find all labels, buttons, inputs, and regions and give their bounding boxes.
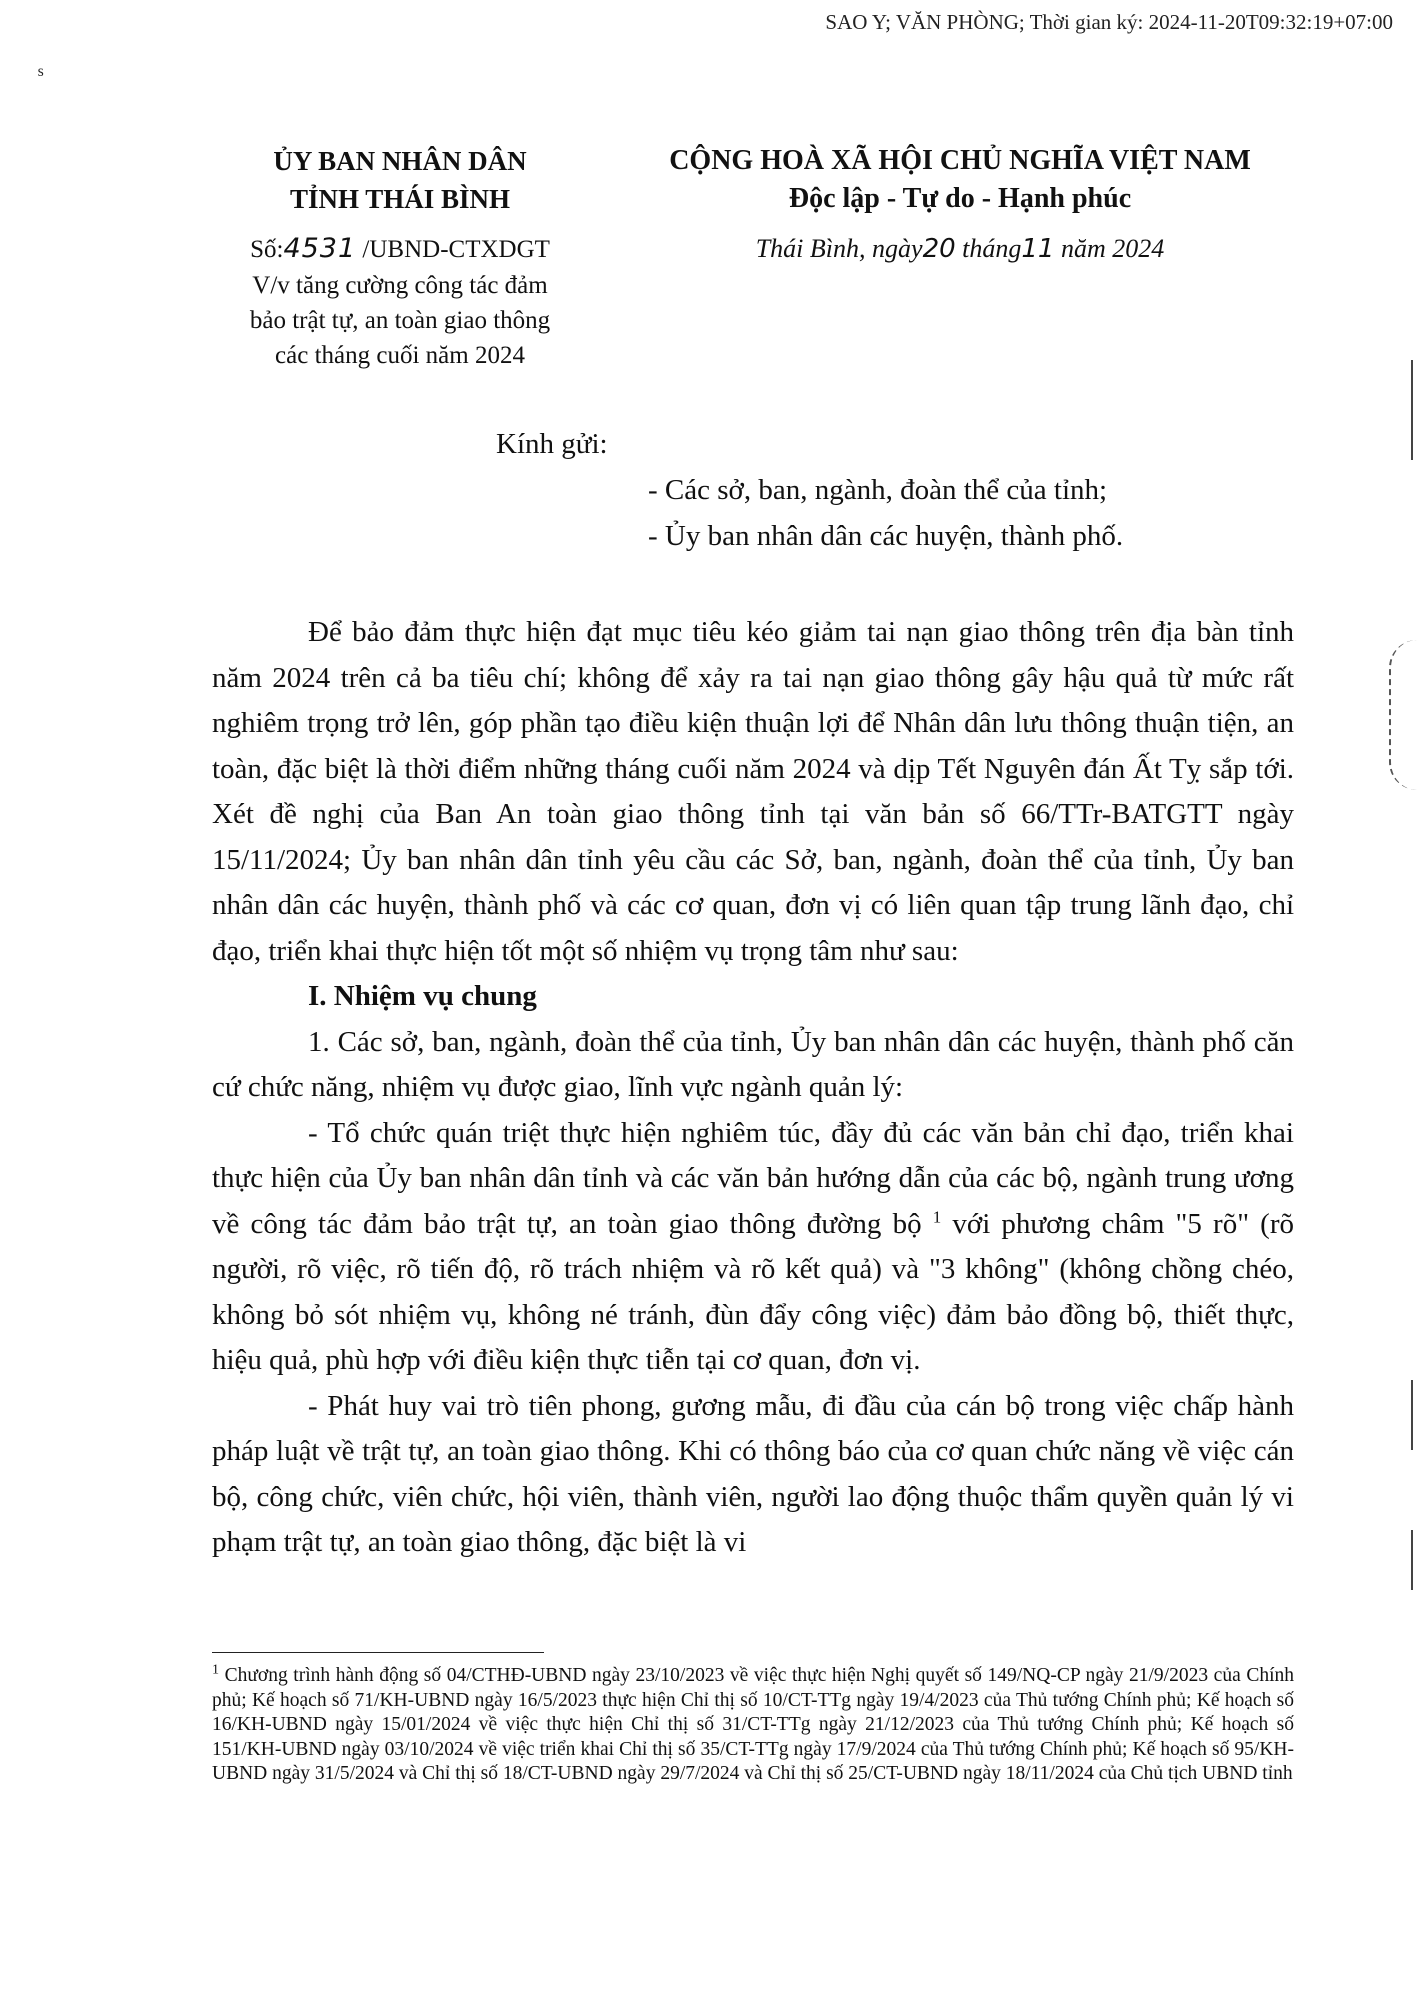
issue-date — [640, 232, 1280, 266]
task-item-1: 1. Các sở, ban, ngành, đoàn thể của tỉnh, Ủy ban nhân dân các huyện, thành phố căn cứ chức năng, nhiệm vụ được giao, lĩnh vực ngành quản lý: — [212, 1025, 1294, 1103]
date-year: năm 2024 — [1054, 234, 1165, 263]
date-place: Thái Bình, ngày — [755, 234, 923, 263]
digital-signature-stamp: SAO Y; VĂN PHÒNG; Thời gian ký: 2024-11-20T09:32:19+07:00 — [825, 10, 1393, 34]
document-number-suffix: /UBND-CTXDGT — [356, 236, 550, 263]
national-header — [640, 142, 1280, 266]
bullet-1-text-a: - Tổ chức quán triệt thực hiện nghiêm túc, đầy đủ các văn bản chỉ đạo, triển khai thực hiện của Ủy ban nhân dân tỉnh và các văn bản hướng dẫn của các bộ, ngành trung ương về công tác đảm bảo trật tự, an toàn giao thông đường bộ — [212, 1116, 1294, 1240]
scan-edge-line — [1411, 1530, 1413, 1590]
recipient-item: - Các sở, ban, ngành, đoàn thể của tỉnh; — [648, 474, 1108, 506]
bullet-paragraph-1 — [212, 1111, 1294, 1384]
bullet-1-text-b: với phương châm "5 rõ" (rõ người, rõ việc, rõ tiến độ, rõ trách nhiệm và rõ kết quả) và "3 không" (không chồng chéo, không bỏ sót nhiệm vụ, không né tránh, đùn đẩy công việc) đảm bảo đồng bộ, thiết thực, hiệu quả, phù hợp với điều kiện thực tiễn tại cơ quan, đơn vị. — [212, 1207, 1294, 1376]
document-body — [212, 610, 1294, 1566]
intro-paragraph: Để bảo đảm thực hiện đạt mục tiêu kéo giảm tai nạn giao thông trên địa bàn tỉnh năm 2024 trên cả ba tiêu chí; không để xảy ra tai nạn giao thông gây hậu quả từ mức rất nghiêm trọng trở lên, góp phần tạo điều kiện thuận lợi để Nhân dân lưu thông thuận tiện, an toàn, đặc biệt là thời điểm những tháng cuối năm 2024 và dịp Tết Nguyên đán Ất Tỵ sắp tới. Xét đề nghị của Ban An toàn giao thông tỉnh tại văn bản số 66/TTr-BATGTT ngày 15/11/2024; Ủy ban nhân dân tỉnh yêu cầu các Sở, ban, ngành, đoàn thể của tỉnh, Ủy ban nhân dân các huyện, thành phố và các cơ quan, đơn vị có liên quan tập trung lãnh đạo, chỉ đạo, triển khai thực hiện tốt một số nhiệm vụ trọng tâm như sau: — [212, 616, 1294, 967]
scan-mark: ˢ — [38, 60, 44, 89]
seal-edge-mark — [1389, 640, 1417, 790]
recipients-label: Kính gửi: — [496, 428, 608, 460]
document-number — [190, 232, 610, 267]
document-number-handwritten: 4531 — [283, 233, 357, 264]
national-motto: Độc lập - Tự do - Hạnh phúc — [788, 183, 1132, 214]
footnote-text: Chương trình hành động số 04/CTHĐ-UBND ngày 23/10/2023 về việc thực hiện Nghị quyết số 149/NQ-CP ngày 21/9/2023 của Chính phủ; Kế hoạch số 71/KH-UBND ngày 16/5/2023 thực hiện Chỉ thị số 10/CT-TTg ngày 19/4/2023 của Thủ tướng Chính phủ; Kế hoạch số 16/KH-UBND ngày 15/01/2024 về việc thực hiện Chỉ thị số 31/CT-TTg ngày 21/12/2023 của Thủ tướng Chính phủ; Kế hoạch số 151/KH-UBND ngày 03/10/2024 về việc triển khai Chỉ thị số 35/CT-TTg ngày 17/9/2024 của Thủ tướng Chính phủ; Kế hoạch số 95/KH-UBND ngày 31/5/2024 và Chỉ thị số 18/CT-UBND ngày 29/7/2024 và Chỉ thị số 25/CT-UBND ngày 18/11/2024 của Chủ tịch UBND tỉnh — [212, 1665, 1294, 1784]
scan-edge-line — [1411, 360, 1413, 460]
subject-line-3: các tháng cuối năm 2024 — [275, 342, 525, 369]
bullet-paragraph-2: - Phát huy vai trò tiên phong, gương mẫu, đi đầu của cán bộ trong việc chấp hành pháp luật về trật tự, an toàn giao thông. Khi có thông báo của cơ quan chức năng về việc cán bộ, công chức, viên chức, hội viên, thành viên, người lao động thuộc thẩm quyền quản lý vi phạm trật tự, an toàn giao thông, đặc biệt là vi — [212, 1389, 1294, 1558]
footnote-number: 1 — [212, 1662, 219, 1678]
nation-title: CỘNG HOÀ XÃ HỘI CHỦ NGHĨA VIỆT NAM — [669, 145, 1251, 176]
footnote-divider — [212, 1652, 544, 1653]
date-month-label: tháng — [955, 234, 1022, 263]
issuer-block — [190, 142, 610, 372]
footnote — [212, 1664, 1294, 1787]
recipient-item: - Ủy ban nhân dân các huyện, thành phố. — [648, 520, 1124, 552]
document-number-prefix: Số: — [250, 236, 284, 263]
footnote-reference: 1 — [932, 1206, 942, 1226]
issuer-name-line1: ỦY BAN NHÂN DÂN — [273, 146, 527, 176]
date-day: 20 — [922, 234, 956, 264]
date-month: 11 — [1021, 234, 1055, 264]
section-heading: I. Nhiệm vụ chung — [308, 980, 537, 1012]
subject-line-1: V/v tăng cường công tác đảm — [252, 272, 548, 299]
scan-edge-line — [1411, 1380, 1413, 1450]
subject-line-2: bảo trật tự, an toàn giao thông — [249, 307, 551, 334]
issuer-name-line2: TỈNH THÁI BÌNH — [289, 184, 511, 214]
